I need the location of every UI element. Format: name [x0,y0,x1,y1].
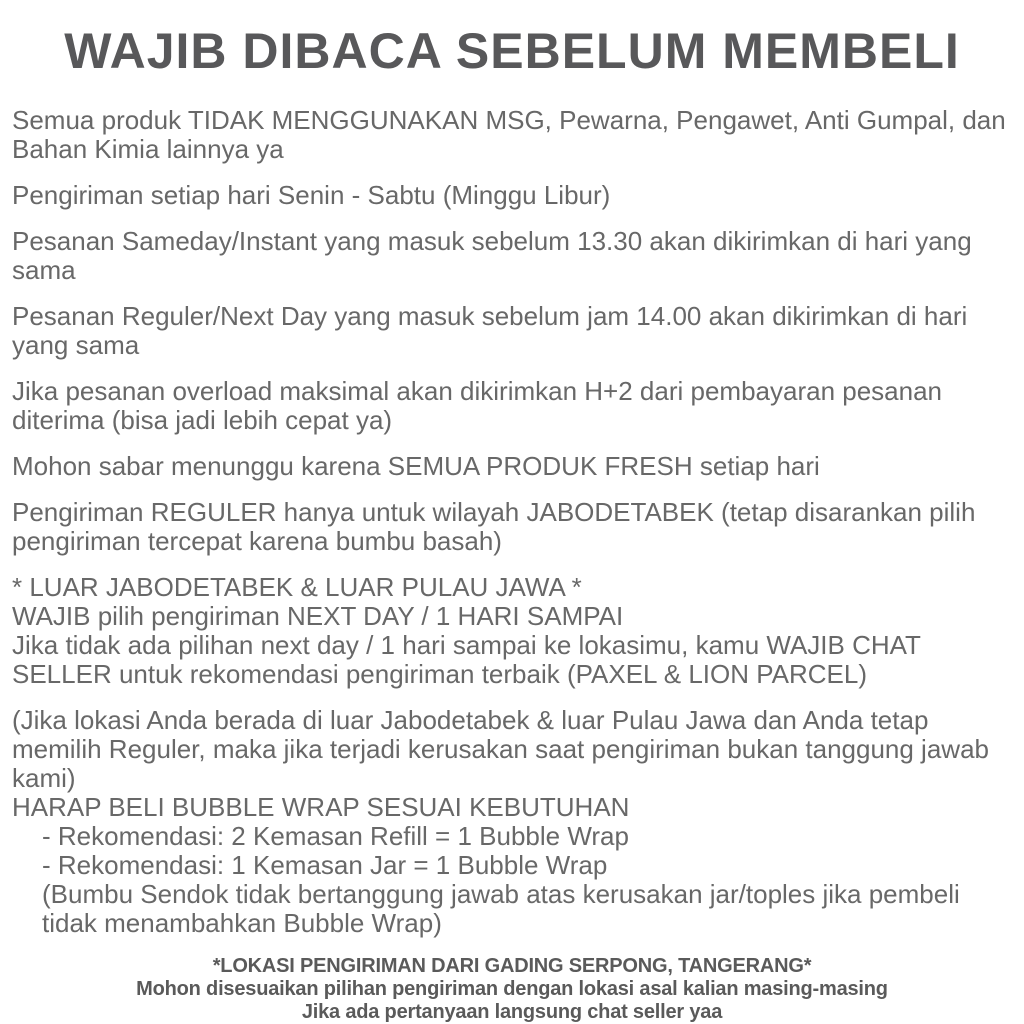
bubble-wrap-heading: HARAP BELI BUBBLE WRAP SESUAI KEBUTUHAN [12,792,630,822]
notice-text: Pesanan Reguler/Next Day yang masuk sebelum jam 14.00 akan dikirimkan di hari yang sama [12,301,968,360]
bubble-wrap-item: - Rekomendasi: 1 Kemasan Jar = 1 Bubble Wrap [42,850,608,880]
bubble-wrap-note: (Bumbu Sendok tidak bertanggung jawab atas kerusakan jar/toples jika pembeli tidak menambahkan Bubble Wrap) [42,879,960,938]
notice-reguler-cutoff [12,302,1012,360]
notice-text: Mohon sabar menunggu karena SEMUA PRODUK FRESH setiap hari [12,451,820,481]
notice-text: (Jika lokasi Anda berada di luar Jabodetabek & luar Pulau Jawa dan Anda tetap memilih Reguler, maka jika terjadi kerusakan saat pengiriman bukan tanggung jawab kami) [12,705,989,793]
footer-note [12,955,1012,1023]
page-title: WAJIB DIBACA SEBELUM MEMBELI [64,23,960,79]
notice-text: Semua produk TIDAK MENGGUNAKAN MSG, Pewarna, Pengawet, Anti Gumpal, dan Bahan Kimia lainnya ya [12,105,1006,164]
notice-overload [12,377,1012,435]
notice-reguler-area [12,498,1012,556]
notice-text: Pengiriman setiap hari Senin - Sabtu (Minggu Libur) [12,180,611,210]
footer-line-chat: Jika ada pertanyaan langsung chat seller yaa [301,1001,723,1023]
notice-shipping-days [12,181,1012,210]
notice-text: Jika tidak ada pilihan next day / 1 hari sampai ke lokasimu, kamu WAJIB CHAT SELLER untuk rekomendasi pengiriman terbaik (PAXEL & LION PARCEL) [12,630,921,689]
notice-text: WAJIB pilih pengiriman NEXT DAY / 1 HARI SAMPAI [12,601,624,631]
notice-sameday-cutoff [12,227,1012,285]
notice-text: Pesanan Sameday/Instant yang masuk sebelum 13.30 akan dikirimkan di hari yang sama [12,226,972,285]
notice-damage-disclaimer [12,706,1012,793]
notice-text: Jika pesanan overload maksimal akan dikirimkan H+2 dari pembayaran pesanan diterima (bisa jadi lebih cepat ya) [12,376,943,435]
notice-no-msg [12,106,1012,164]
notice-bubble-wrap [12,793,1012,938]
footer-line-adjust: Mohon disesuaikan pilihan pengiriman dengan lokasi asal kalian masing-masing [136,978,888,1000]
notice-text: Pengiriman REGULER hanya untuk wilayah JABODETABEK (tetap disarankan pilih pengiriman tercepat karena bumbu basah) [12,497,976,556]
bubble-wrap-item: - Rekomendasi: 2 Kemasan Refill = 1 Bubble Wrap [42,821,629,851]
notice-fresh-products [12,452,1012,481]
notice-outside-java [12,573,1012,689]
footer-line-origin: *LOKASI PENGIRIMAN DARI GADING SERPONG, TANGERANG* [212,955,812,977]
notice-text: * LUAR JABODETABEK & LUAR PULAU JAWA * [12,572,582,602]
